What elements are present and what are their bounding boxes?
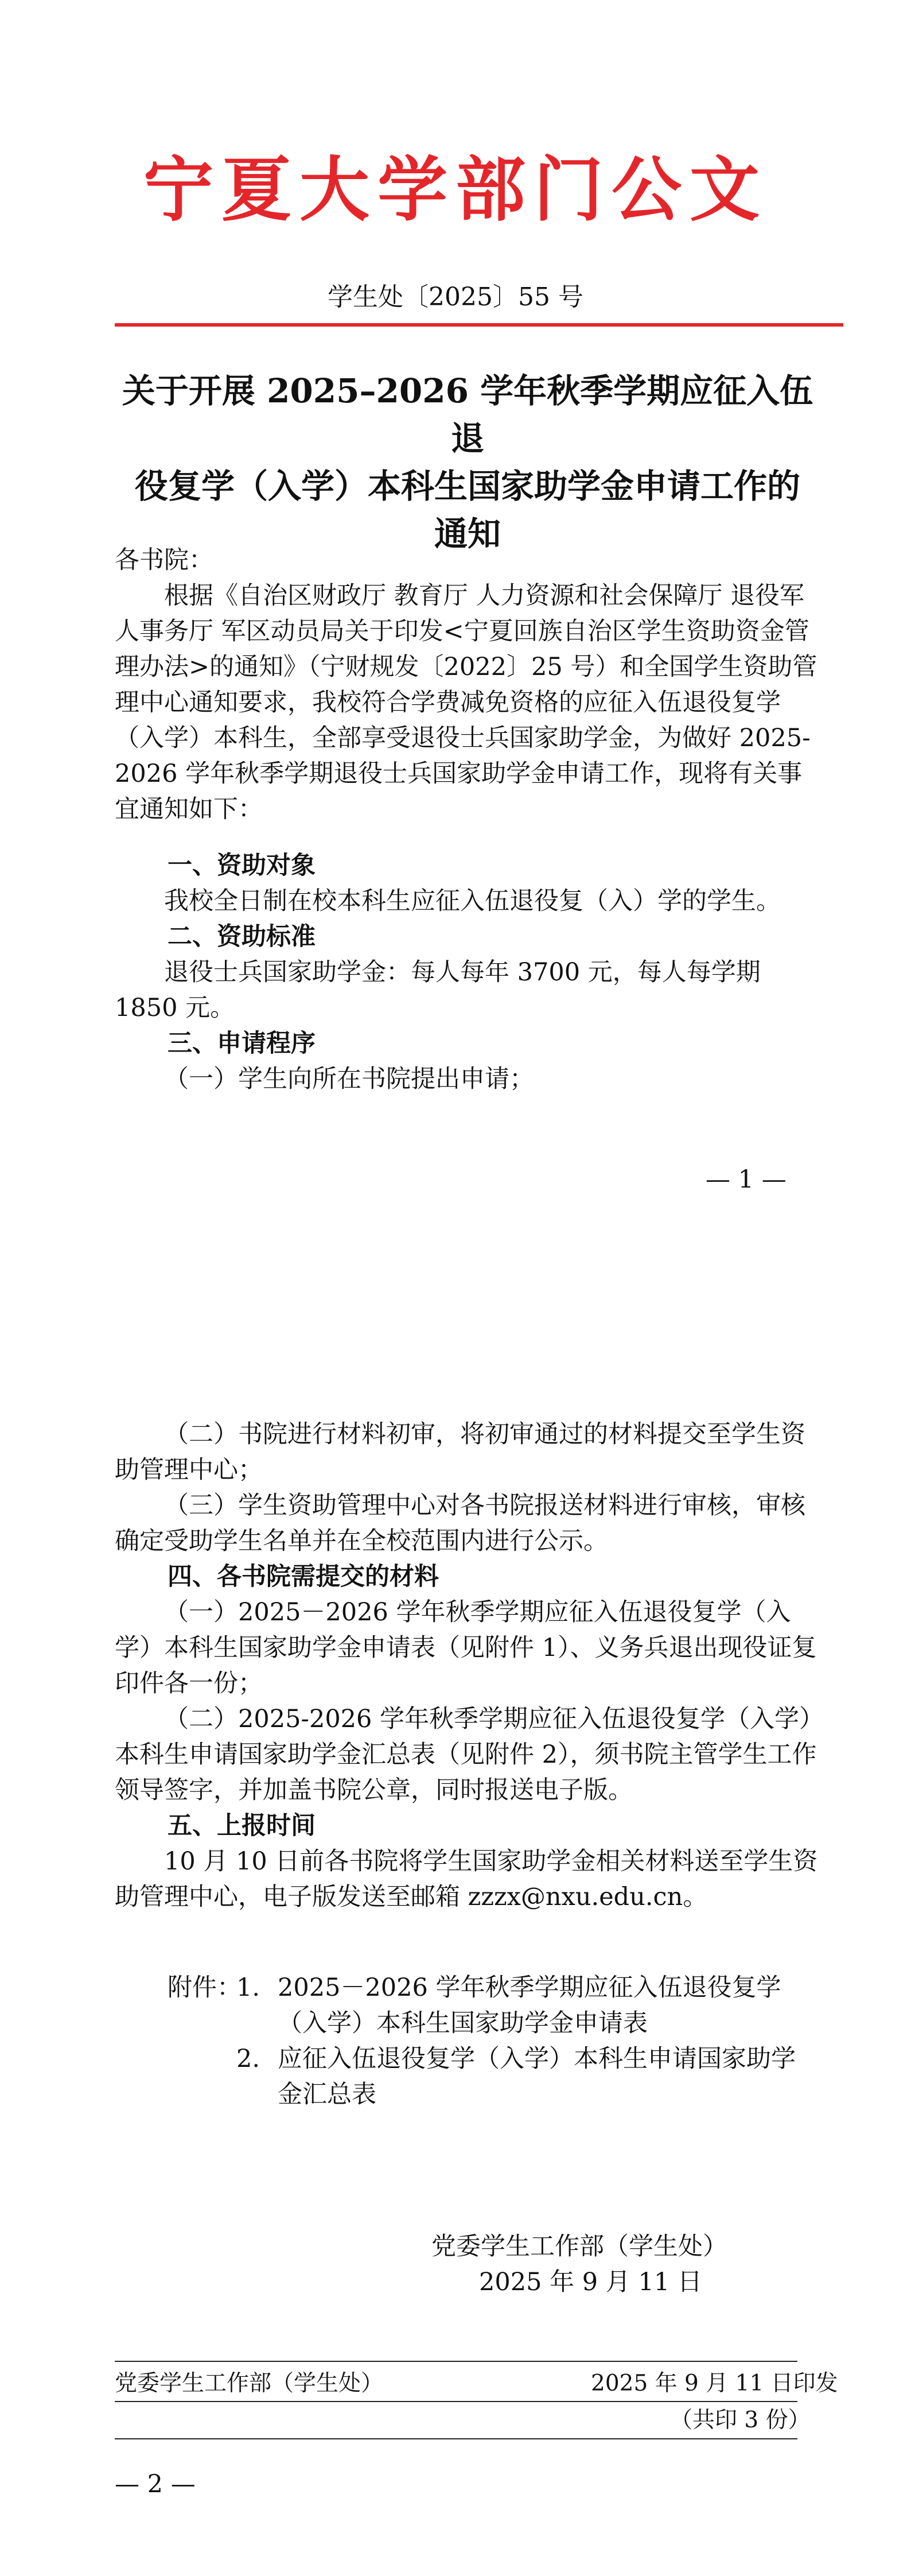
footer-issuer: 党委学生工作部（学生处） — [115, 2371, 384, 2396]
page-number: — 1 — — [706, 1165, 787, 1194]
footer-issue-date: 2025 年 9 月 11 日印发 — [591, 2371, 838, 2396]
footer-top-rule — [115, 2361, 797, 2362]
notice-title-line: 关于开展 2025–2026 学年秋季学期应征入伍退 — [122, 371, 813, 458]
attachment-number: 1. — [236, 1973, 260, 2002]
intro-paragraph: 根据《自治区财政厅 教育厅 人力资源和社会保障厅 退役军人事务厅 军区动员局关于印发<宁夏回族自治区学生资助资金管理办法>的通知》（宁财规发〔2022〕25 号）和全国学生资助管理中心通知要求，我校符合学费减免资格的应征入伍退役复学（入学）本科生，全部享受退役士兵国家助学金，为做好 2025-2026 学年秋季学期退役士兵国家助学金申请工作，现将有关事宜通知如下： — [115, 581, 817, 824]
procedure-step-1: （一）学生向所在书院提出申请； — [164, 1065, 534, 1093]
deadline-paragraph: 10 月 10 日前各书院将学生国家助学金相关材料送至学生资助管理中心，电子版发送至邮箱 zzzx@nxu.edu.cn。 — [115, 1847, 818, 1911]
attachment-text: 2025－2026 学年秋季学期应征入伍退役复学（入学）本科生国家助学金申请表 — [278, 1973, 781, 2038]
salutation: 各书院： — [115, 546, 213, 575]
procedure-step-3: （三）学生资助管理中心对各书院报送材料进行审核，审核确定受助学生名单并在全校范围内进行公示。 — [115, 1491, 805, 1555]
attachment-item — [236, 2041, 813, 2112]
standard-paragraph: 退役士兵国家助学金：每人每年 3700 元，每人每学期 1850 元。 — [115, 958, 761, 1022]
attachment-item — [236, 1970, 813, 2041]
red-header-rule — [115, 323, 843, 327]
notice-title-line: 通知 — [434, 514, 501, 553]
signature-org: 党委学生工作部（学生处） — [431, 2232, 727, 2261]
page-number: — 2 — — [115, 2470, 196, 2499]
footer-bottom-rule — [115, 2438, 797, 2439]
document-header-title: 宁夏大学部门公文 — [143, 148, 768, 231]
notice-title — [115, 367, 820, 558]
section-heading-procedure: 三、申请程序 — [168, 1029, 316, 1058]
attachments-label: 附件： — [168, 1973, 242, 2002]
document-number: 学生处〔2025〕55 号 — [328, 282, 583, 312]
material-item-1: （一）2025－2026 学年秋季学期应征入伍退役复学（入学）本科生国家助学金申请表（见附件 1）、义务兵退出现役证复印件各一份； — [115, 1598, 817, 1698]
signature-date: 2025 年 9 月 11 日 — [479, 2268, 702, 2296]
material-item-2: （二）2025-2026 学年秋季学期应征入伍退役复学（入学）本科生申请国家助学金汇总表（见附件 2），须书院主管学生工作领导签字，并加盖书院公章，同时报送电子版。 — [115, 1705, 817, 1805]
footer-middle-rule — [115, 2401, 797, 2402]
attachment-number: 2. — [236, 2044, 260, 2073]
procedure-step-2: （二）书院进行材料初审，将初审通过的材料提交至学生资助管理中心； — [115, 1420, 805, 1484]
section-heading-deadline: 五、上报时间 — [168, 1811, 316, 1840]
section-heading-materials: 四、各书院需提交的材料 — [168, 1562, 439, 1591]
attachment-text: 应征入伍退役复学（入学）本科生申请国家助学金汇总表 — [278, 2044, 796, 2109]
recipients-paragraph: 我校全日制在校本科生应征入伍退役复（入）学的学生。 — [164, 887, 781, 915]
section-heading-recipients: 一、资助对象 — [168, 851, 316, 880]
section-heading-standard: 二、资助标准 — [168, 922, 316, 951]
footer-copies: （共印 3 份） — [670, 2407, 811, 2433]
notice-title-line: 役复学（入学）本科生国家助学金申请工作的 — [134, 467, 800, 506]
